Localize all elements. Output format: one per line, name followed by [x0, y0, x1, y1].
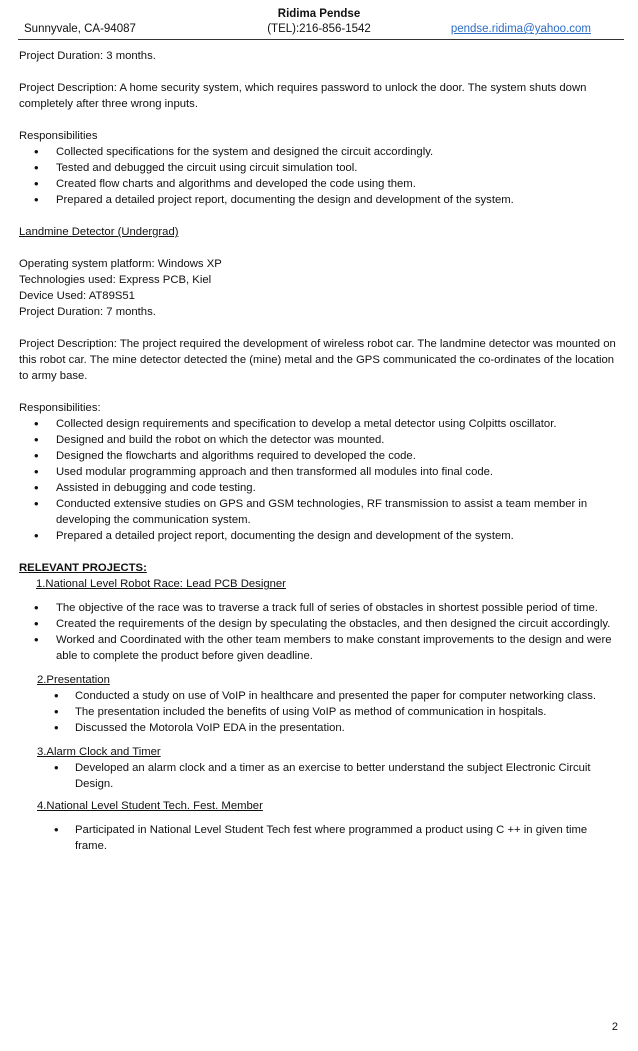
list-item: • Assisted in debugging and code testing. [19, 480, 619, 496]
project2-responsibilities-title: Responsibilities: [19, 402, 101, 414]
project2-duration: Project Duration: 7 months. [19, 306, 156, 318]
list-item: • Developed an alarm clock and a timer as an exercise to better understand the subject Electronic Circuit Design. [19, 760, 619, 792]
relevant-project1-title: 1.National Level Robot Race: Lead PCB Designer [36, 578, 286, 590]
header-divider [18, 39, 624, 40]
list-item: • Created the requirements of the design by speculating the obstacles, and then designed the circuit accordingly. [19, 616, 619, 632]
header-email-link[interactable]: pendse.ridima@yahoo.com [450, 23, 591, 35]
relevant-project3-title: 3.Alarm Clock and Timer [37, 746, 161, 758]
project2-title: Landmine Detector (Undergrad) [19, 226, 179, 238]
list-item: • Collected design requirements and specification to develop a metal detector using Colpitts oscillator. [19, 416, 619, 432]
project2-responsibilities-list [19, 416, 619, 544]
list-item: • Designed and build the robot on which the detector was mounted. [19, 432, 619, 448]
relevant-project1-list [19, 600, 619, 664]
list-item: • Participated in National Level Student Tech fest where programmed a product using C ++ in given time frame. [19, 822, 619, 854]
list-item: • Tested and debugged the circuit using circuit simulation tool. [19, 160, 619, 176]
list-item: • Used modular programming approach and then transformed all modules into final code. [19, 464, 619, 480]
list-item: • Collected specifications for the system and designed the circuit accordingly. [19, 144, 619, 160]
list-item: • Prepared a detailed project report, documenting the design and development of the system. [19, 192, 619, 208]
project1-duration: Project Duration: 3 months. [19, 50, 156, 62]
project2-device: Device Used: AT89S51 [19, 290, 135, 302]
list-item: • Conducted a study on use of VoIP in healthcare and presented the paper for computer networking class. [19, 688, 619, 704]
list-item: • Conducted extensive studies on GPS and GSM technologies, RF transmission to assist a team member in developing the communication system. [19, 496, 619, 528]
relevant-project3-list [19, 760, 619, 792]
list-item: • The objective of the race was to traverse a track full of series of obstacles in shortest possible period of time. [19, 600, 619, 616]
list-item: • The presentation included the benefits of using VoIP as method of communication in hospitals. [19, 704, 619, 720]
relevant-project4-list [19, 822, 619, 854]
list-item: • Designed the flowcharts and algorithms required to developed the code. [19, 448, 619, 464]
project1-responsibilities-list [19, 144, 619, 208]
list-item: • Worked and Coordinated with the other team members to make constant improvements to the design and were able to complete the product before given deadline. [19, 632, 619, 664]
resume-body [19, 48, 619, 854]
project1-description: Project Description: A home security system, which requires password to unlock the door. The system shuts down completely after three wrong inputs. [19, 82, 587, 110]
header-phone: (TEL):216-856-1542 [267, 23, 371, 35]
project2-technologies: Technologies used: Express PCB, Kiel [19, 274, 212, 286]
list-item: • Created flow charts and algorithms and developed the code using them. [19, 176, 619, 192]
project1-responsibilities-title: Responsibilities [19, 130, 98, 142]
list-item: • Prepared a detailed project report, documenting the design and development of the system. [19, 528, 619, 544]
page-number: 2 [611, 1021, 618, 1033]
list-item: • Discussed the Motorola VoIP EDA in the presentation. [19, 720, 619, 736]
relevant-projects-heading: RELEVANT PROJECTS: [19, 562, 147, 574]
header-name: Ridima Pendse [277, 8, 361, 20]
relevant-project2-list [19, 688, 619, 736]
relevant-project2-title: 2.Presentation [37, 674, 110, 686]
relevant-project4-title: 4.National Level Student Tech. Fest. Member [37, 800, 263, 812]
project2-os: Operating system platform: Windows XP [19, 258, 222, 270]
project2-description: Project Description: The project required the development of wireless robot car. The landmine detector was mounted on this robot car. The mine detector detected the (mine) metal and the GPS communicated the co-ordinates of the location to army base. [19, 338, 616, 382]
header-location: Sunnyvale, CA-94087 [24, 23, 136, 35]
